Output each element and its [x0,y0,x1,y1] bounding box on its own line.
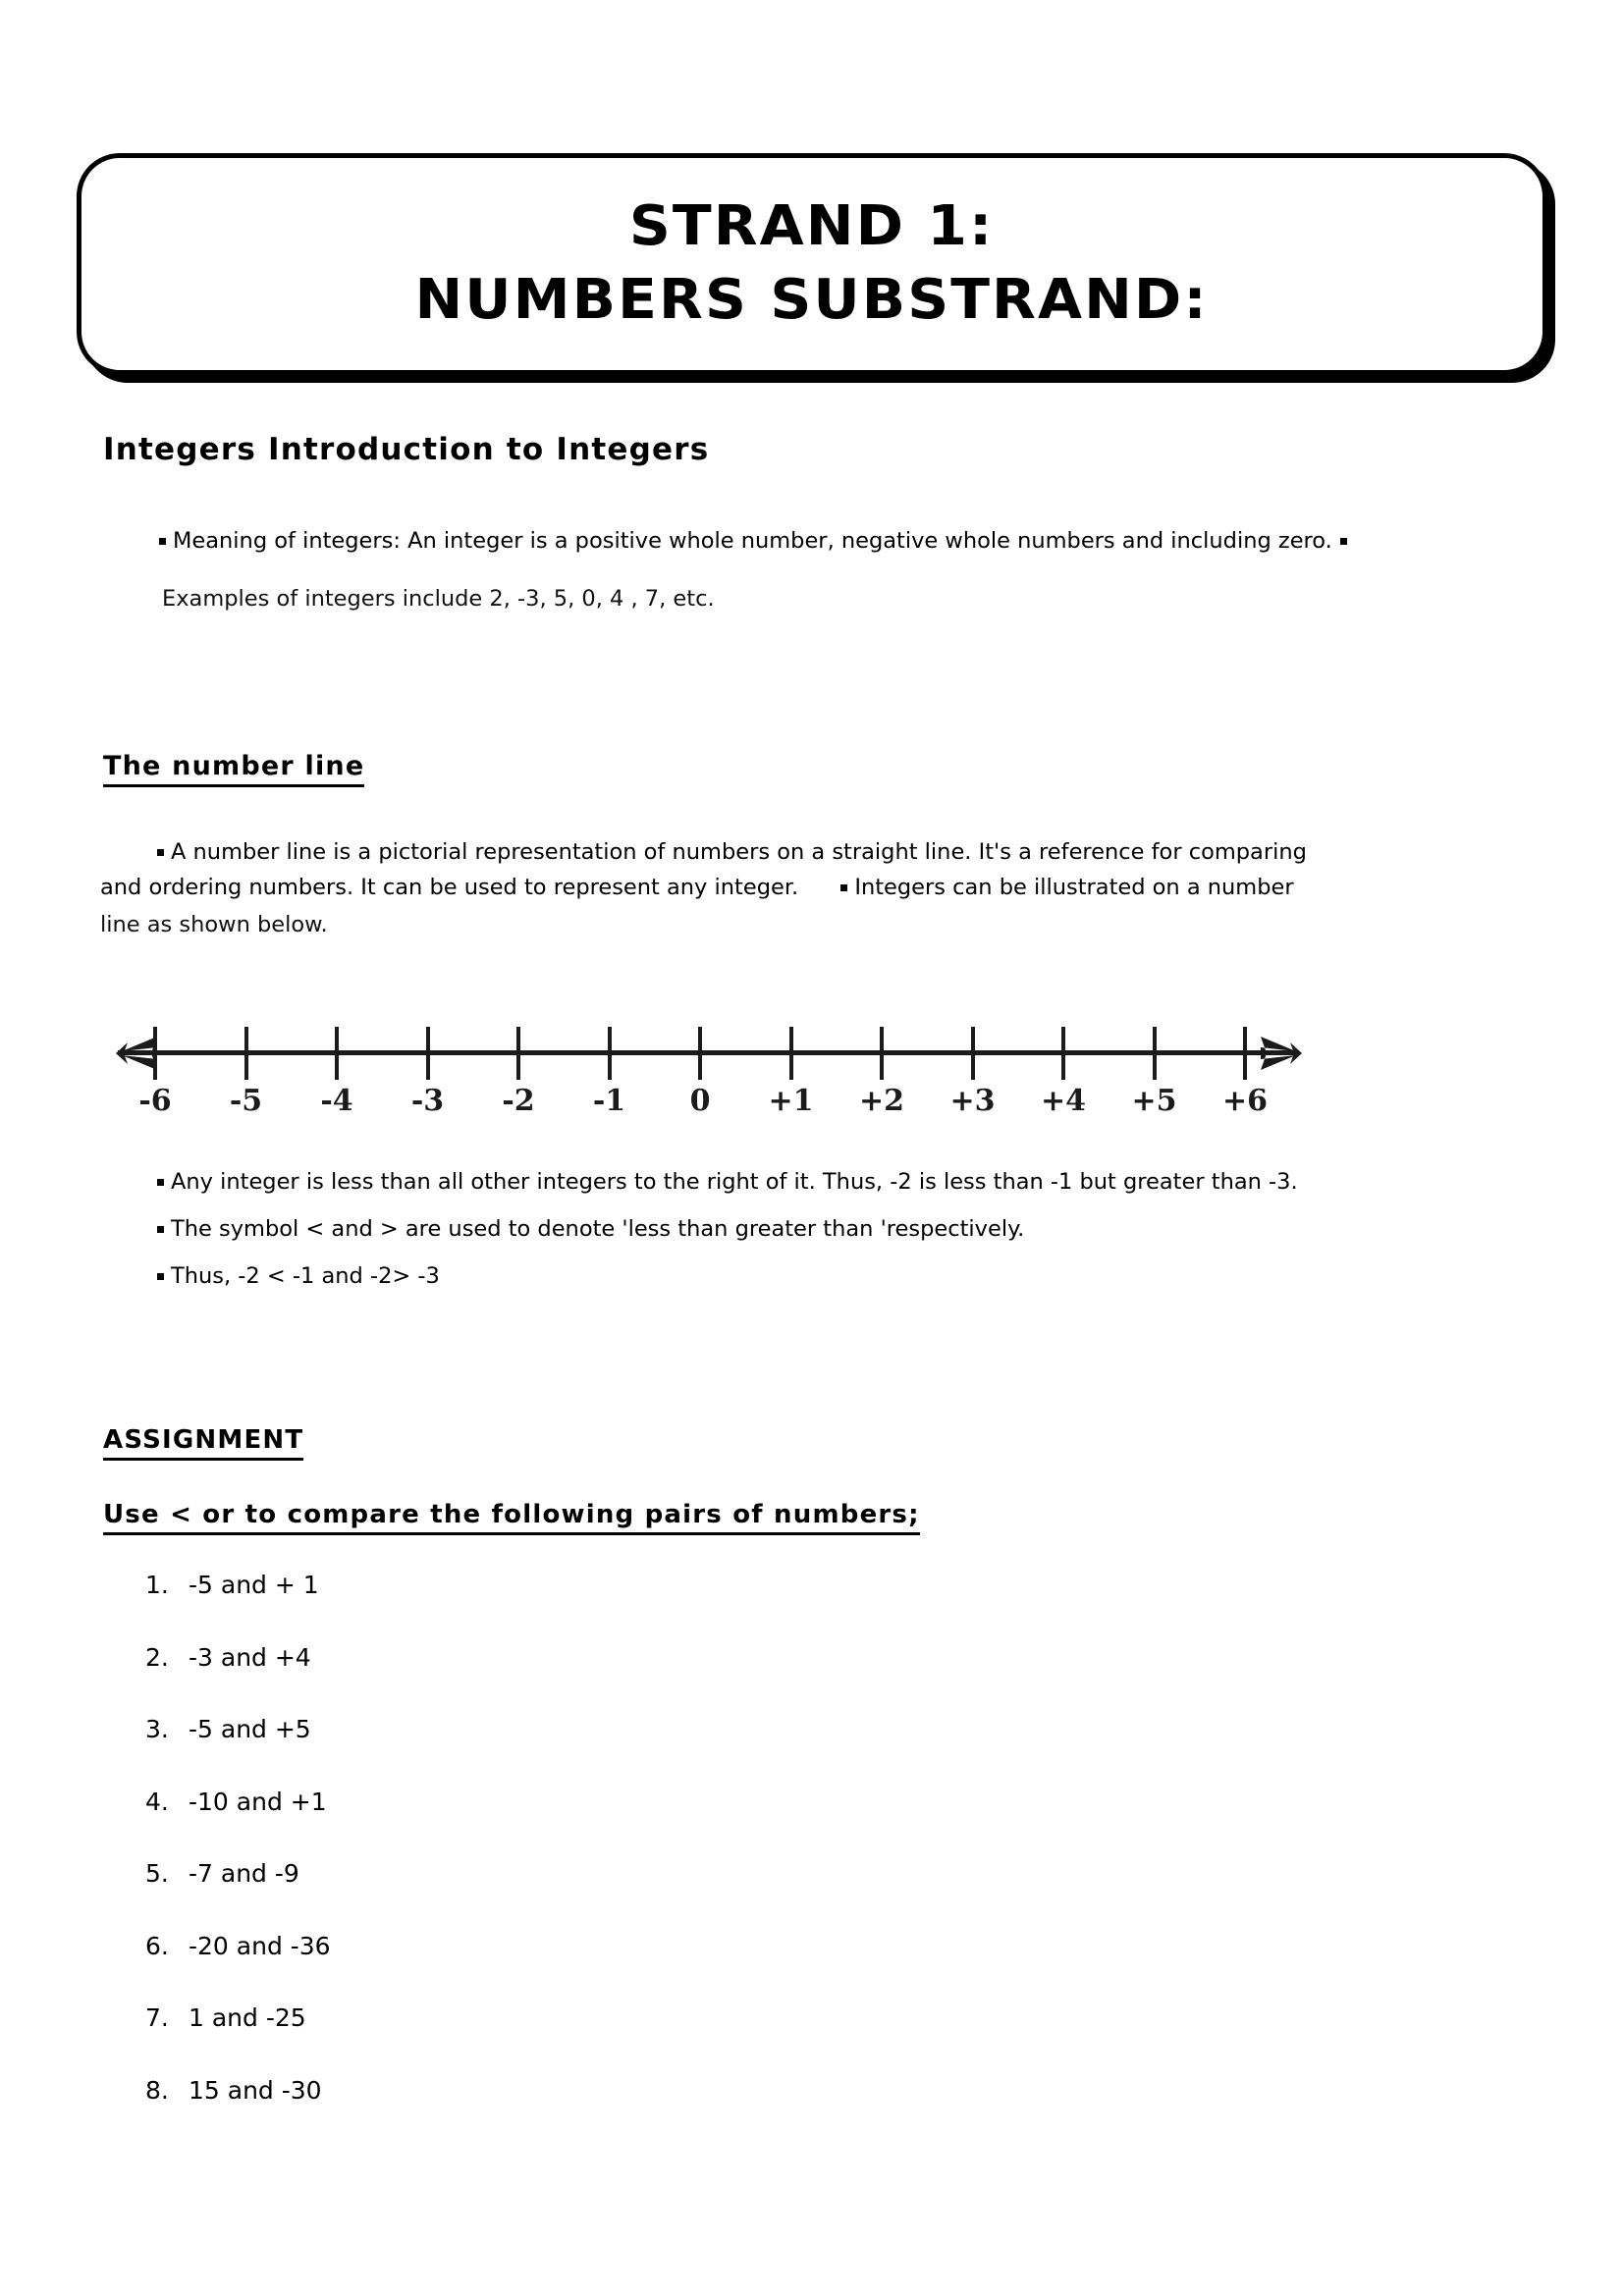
bullet-square-trailing-icon [1340,538,1347,545]
bullet-square-icon [157,1179,164,1186]
assignment-item-text: -20 and -36 [189,1931,331,1960]
number-line-tick [244,1027,248,1080]
number-line-tick [789,1027,793,1080]
assignment-item-number: 7. [145,2003,169,2032]
number-line-tick [335,1027,339,1080]
number-line-tick-label: +3 [949,1084,996,1118]
assignment-item-text: -10 and +1 [189,1787,327,1816]
number-line-paragraph-text-1: A number line is a pictorial representation of numbers on a straight line. It's a reference for comparing [171,839,1307,865]
number-line-tick-label: -2 [502,1084,535,1118]
number-line-tick-label: -6 [138,1084,172,1118]
bullet-square-icon [157,1273,164,1280]
title-banner [77,153,1549,377]
assignment-item [145,2076,322,2105]
number-line-tick [880,1027,884,1080]
number-line-paragraph-line-2 [100,872,1294,905]
bullet-square-icon [159,538,166,545]
number-line-paragraph-line-1 [157,836,1307,870]
assignment-item-number: 2. [145,1642,169,1672]
assignment-item-number: 3. [145,1715,169,1743]
assignment-item-text: -5 and +5 [189,1715,311,1743]
assignment-item-text: -3 and +4 [189,1642,311,1672]
number-line-tick [153,1027,157,1080]
title-line-substrand: NUMBERS SUBSTRAND: [414,268,1210,332]
number-line-bullet-text: Any integer is less than all other integers to the right of it. Thus, -2 is less than -1 but greater than -3. [171,1169,1298,1195]
bullet-square-icon [840,884,847,891]
assignment-item [145,1643,311,1672]
assignment-item [145,1715,311,1743]
number-line-tick-label: -3 [410,1084,445,1118]
number-line-tick [971,1027,975,1080]
number-line-tick-label: -5 [229,1084,263,1118]
number-line-bullet-text: Thus, -2 < -1 and -2> -3 [171,1263,440,1289]
number-line-tick-label: +6 [1221,1084,1269,1118]
number-line-tick [1061,1027,1065,1080]
intro-examples-text: Examples of integers include 2, -3, 5, 0, 4 , 7, etc. [162,586,715,612]
arrow-right-icon [1255,1029,1306,1078]
number-line-tick-label: -4 [320,1084,353,1118]
number-line-bullet-item [157,1166,1298,1200]
number-line-bullet-item [157,1260,440,1294]
topic-heading: Integers Introduction to Integers [103,432,710,467]
number-line-figure [118,989,1296,1127]
assignment-item-text: 15 and -30 [189,2075,322,2105]
bullet-square-icon [157,1226,164,1233]
assignment-item-text: -7 and -9 [189,1859,299,1888]
bullet-square-icon [157,849,164,856]
assignment-item-text: 1 and -25 [189,2003,306,2032]
number-line-tick-label: -1 [592,1084,626,1118]
number-line-tick [516,1027,520,1080]
title-line-strand: STRAND 1: [629,194,995,259]
assignment-item [145,1788,327,1816]
assignment-item [145,1932,331,1960]
number-line-paragraph-text-2a: and ordering numbers. It can be used to represent any integer. [100,875,799,900]
number-line-heading: The number line [103,751,364,787]
assignment-item-number: 8. [145,2075,169,2105]
assignment-item-number: 5. [145,1859,169,1888]
number-line-bullet-item [157,1213,1024,1247]
number-line-tick-label: +2 [858,1084,905,1118]
number-line-tick [608,1027,612,1080]
number-line-tick-label: +4 [1040,1084,1087,1118]
assignment-item [145,1859,299,1888]
number-line-tick [1153,1027,1157,1080]
number-line-tick-label: +1 [768,1084,814,1118]
assignment-item [145,1571,319,1599]
intro-bullet-text: Meaning of integers: An integer is a positive whole number, negative whole numbers and including zero. [173,528,1332,554]
number-line-tick [1243,1027,1247,1080]
assignment-item-number: 4. [145,1787,169,1816]
number-line-tick [426,1027,430,1080]
intro-bullet-row [159,525,1347,559]
assignment-item-number: 1. [145,1571,169,1599]
number-line-tick-label: +5 [1131,1084,1177,1118]
number-line-paragraph-line-3: line as shown below. [100,912,328,937]
number-line-paragraph-text-2b: Integers can be illustrated on a number [854,875,1294,900]
assignment-item-number: 6. [145,1931,169,1960]
assignment-instruction: Use < or to compare the following pairs of numbers; [103,1500,920,1535]
number-line-tick [698,1027,702,1080]
number-line-tick-label: 0 [689,1084,711,1118]
assignment-heading: ASSIGNMENT [103,1425,303,1461]
title-banner-box [77,153,1547,375]
number-line-axis [118,1050,1296,1055]
assignment-item-text: -5 and + 1 [189,1571,319,1599]
number-line-bullet-text: The symbol < and > are used to denote 'less than greater than 'respectively. [171,1216,1025,1242]
assignment-item [145,2003,306,2032]
